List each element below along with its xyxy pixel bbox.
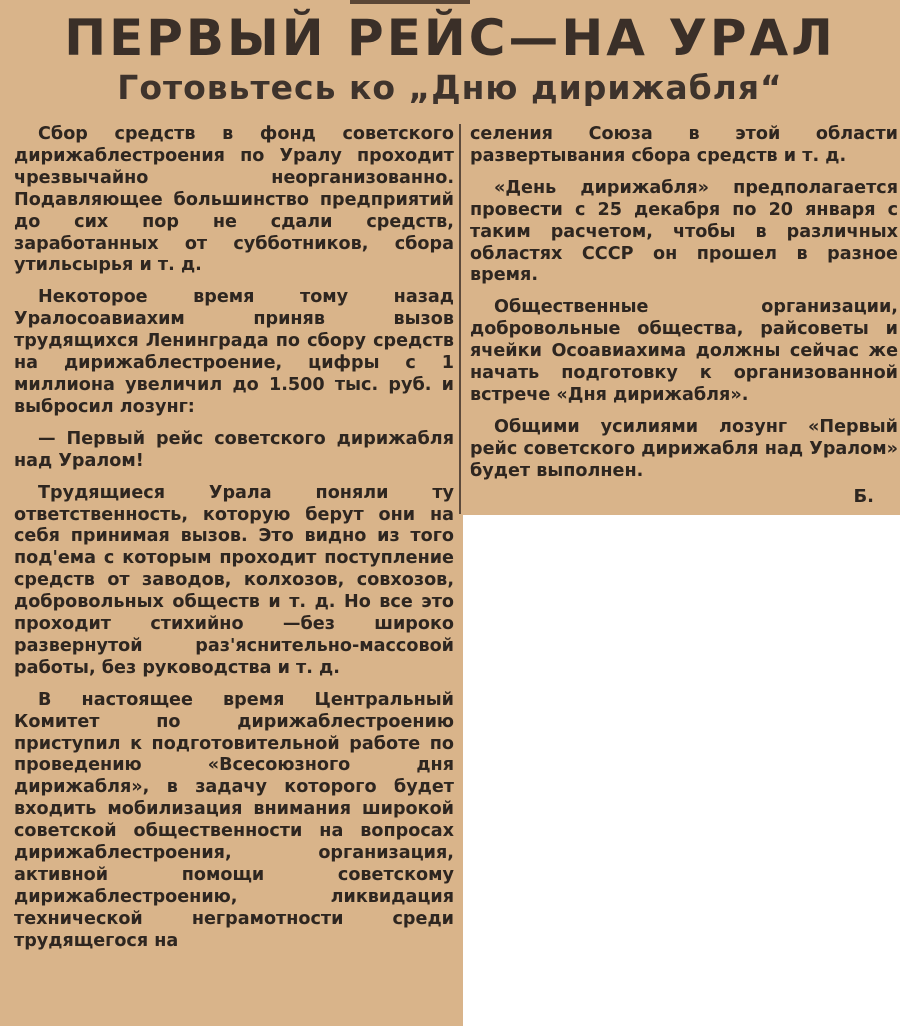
paragraph: Сбор средств в фонд советского дирижаблестроения по Уралу проходит чрезвычайно неорганизованно. Подавляющее большинство предприятий до сих пор не сдали средств, заработанных от субботников, сбора утильсырья и т. д. bbox=[14, 124, 454, 276]
article-headline: ПЕРВЫЙ РЕЙС—НА УРАЛ bbox=[64, 9, 836, 67]
paragraph: селения Союза в этой области развертывания сбора средств и т. д. bbox=[470, 124, 898, 166]
paragraph: Трудящиеся Урала поняли ту ответственность, которую берут они на себя принимая вызов. Это видно из того под'ема с которым проходит поступление средств от заводов, колхозов, совхозов, добровольных обществ и т. д. Но все это проходит стихийно —без широко развернутой раз'яснительно-массовой работы, без руководства и т. д. bbox=[14, 482, 454, 678]
paragraph: — Первый рейс советского дирижабля над Уралом! bbox=[14, 428, 454, 471]
paragraph: Общими усилиями лозунг «Первый рейс советского дирижабля над Уралом» будет выполнен. bbox=[470, 416, 898, 481]
article-subheadline: Готовьтесь ко „Дню дирижабля“ bbox=[117, 68, 783, 107]
right-column bbox=[470, 124, 898, 483]
paragraph: Общественные организации, добровольные общества, райсоветы и ячейки Осоавиахима должны сейчас же начать подготовку к организованной встрече «Дня дирижабля». bbox=[470, 297, 898, 405]
paragraph: Некоторое время тому назад Уралосоавиахим приняв вызов трудящихся Ленинграда по сбору средств на дирижаблестроение, цифры с 1 миллиона увеличил до 1.500 тыс. руб. и выбросил лозунг: bbox=[14, 287, 454, 417]
column-divider bbox=[459, 124, 461, 514]
author-signature: Б. bbox=[853, 486, 874, 507]
left-column bbox=[14, 124, 454, 953]
paragraph: В настоящее время Центральный Комитет по дирижаблестроению приступил к подготовительной работе по проведению «Всесоюзного дня дирижабля», в задачу которого будет входить мобилизация внимания широкой советской общественности на вопросах дирижаблестроения, организация, активной помощи советскому дирижаблестроению, ликвидация технической неграмотности среди трудящегося на bbox=[14, 689, 454, 951]
paragraph: «День дирижабля» предполагается провести с 25 декабря по 20 января с таким расчетом, чтобы в различных областях СССР он прошел в разное время. bbox=[470, 177, 898, 286]
